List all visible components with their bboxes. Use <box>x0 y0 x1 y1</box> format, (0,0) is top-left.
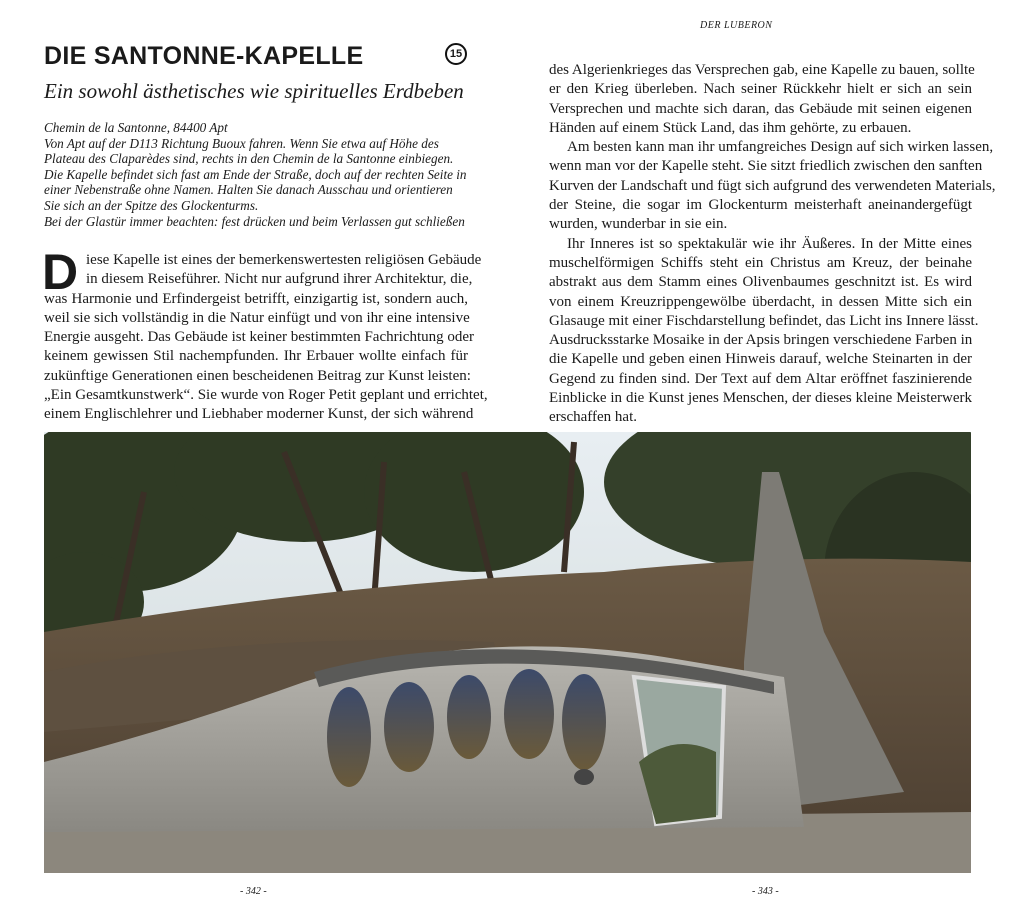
page-number-right: - 343 - <box>752 886 779 897</box>
right-column-text <box>549 61 996 428</box>
text-line: Energie ausgeht. Das Gebäude ist keiner bestimmten Fachrichtung oder <box>44 329 475 346</box>
text-line: wenn man vor der Kapelle steht. Sie sitzt friedlich zwischen den sanften <box>549 158 983 175</box>
text-line: Ausdrucksstarke Mosaike in der Apsis bringen verschiedene Farben in <box>549 332 973 349</box>
info-line: Die Kapelle befindet sich fast am Ende der Straße, doch auf der rechten Seite in <box>44 166 467 182</box>
text-line: weil sie sich vollständig in die Natur einfügt und von ihr eine intensive <box>44 309 470 326</box>
info-line: Chemin de la Santonne, 84400 Apt <box>44 120 228 135</box>
text-line: der Steine, die sogar im Glockenturm meisterhaft aneinandergefügt <box>549 197 972 214</box>
text-line: des Algerienkrieges das Versprechen gab, eine Kapelle zu bauen, sollte <box>549 62 975 78</box>
info-line: Bei der Glastür immer beachten: fest drücken und beim Verlassen gut schließen <box>44 213 465 229</box>
text-line: zukünftige Generationen einen bescheidenen Beitrag zur Kunst leisten: <box>44 367 471 384</box>
chapel-photo <box>44 432 971 873</box>
text-line: Gegend zu finden sind. Der Text auf dem Altar eröffnet faszinierende <box>549 370 972 387</box>
info-line: einer Nebenstraße ohne Namen. Halten Sie danach Ausschau und orientieren <box>44 182 453 198</box>
practical-info <box>44 120 474 229</box>
page-title: DIE SANTONNE-KAPELLE <box>44 42 364 70</box>
text-line: erschaffen hat. <box>549 409 638 426</box>
running-head: DER LUBERON <box>700 20 773 31</box>
text-line: von einem Kreuzrippengewölbe überdacht, in dessen Mitte sich ein <box>549 293 972 310</box>
text-line: in diesem Reiseführer. Nicht nur aufgrund ihrer Architektur, die, <box>86 271 473 288</box>
text-line: einem Englischlehrer und Liebhaber moderner Kunst, der sich während <box>44 406 474 423</box>
text-line: muschelförmigen Schiffs steht ein Christus am Kreuz, der beinahe <box>549 254 972 271</box>
left-column-text <box>42 244 488 425</box>
info-line: Plateau des Claparèdes sind, rechts in den Chemin de la Santonne einbiegen. <box>44 151 454 167</box>
info-line: Von Apt auf der D113 Richtung Buoux fahren. Wenn Sie etwa auf Höhe des <box>44 135 439 151</box>
text-line: Glasauge mit einer Fischdarstellung befindet, das Licht ins Innere lässt. <box>549 312 979 329</box>
text-line: was Harmonie und Erfindergeist betrifft, einzigartig ist, sondern auch, <box>44 290 468 307</box>
text-line: iese Kapelle ist eines der bemerkenswertesten religiösen Gebäude <box>86 252 482 268</box>
subtitle: Ein sowohl ästhetisches wie spirituelles Erdbeben <box>44 79 464 103</box>
text-line: „Ein Gesamtkunstwerk“. Sie wurde von Roger Petit geplant und errichtet, <box>44 387 488 404</box>
text-line: keinem gewissen Stil nachempfunden. Ihr Erbauer wollte einfach für <box>44 348 468 365</box>
text-line: er den Krieg überleben. Nach seiner Rückkehr hielt er sich an sein <box>549 81 972 98</box>
text-line: Versprechen und machte sich daran, das Gebäude mit seinen eigenen <box>549 100 972 117</box>
info-line: Sie sich an der Spitze des Glockenturms. <box>44 197 259 213</box>
text-line: abstrakt aus dem Stamm eines Olivenbaumes geschnitzt ist. Es wird <box>549 274 972 291</box>
text-line: Händen auf einem Stück Land, das ihm gehörte, zu erbauen. <box>549 119 912 136</box>
text-line: die Kapelle und geben einen Hinweis darauf, welche Steinarten in der <box>549 351 972 368</box>
text-line: Ihr Inneres ist so spektakulär wie ihr Äußeres. In der Mitte eines <box>567 235 972 252</box>
drop-cap: D <box>42 244 79 300</box>
page-number-left: - 342 - <box>240 886 267 897</box>
entry-number-badge: 15 <box>445 43 467 65</box>
text-line: Einblicke in die Kunst jenes Menschen, der dieses kleine Meisterwerk <box>549 390 972 407</box>
text-line: Kurven der Landschaft und fügt sich aufgrund des verwendeten Materials, <box>549 177 996 194</box>
text-line: Am besten kann man ihr umfangreiches Design auf sich wirken lassen, <box>567 139 994 156</box>
text-line: wurden, wunderbar in sie ein. <box>549 216 728 233</box>
